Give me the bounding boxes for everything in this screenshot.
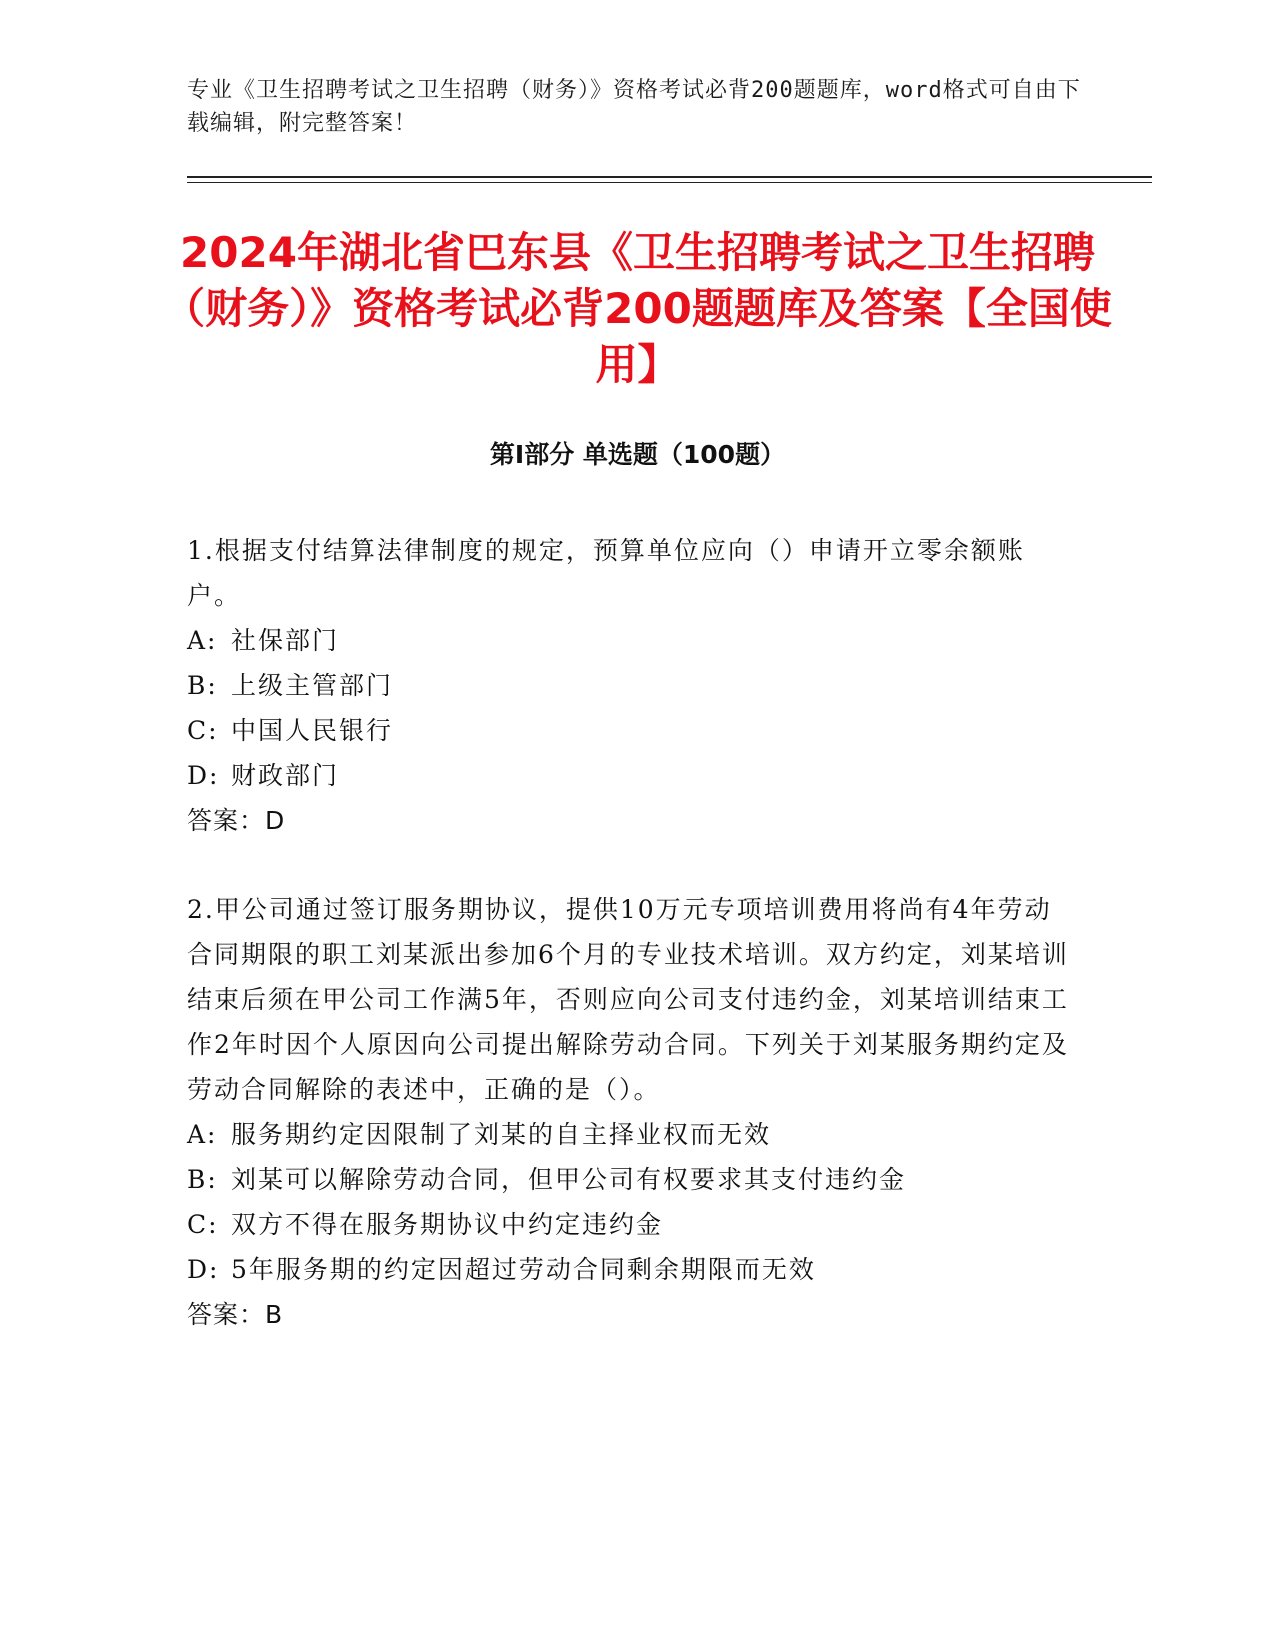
option-text: 财政部门 (231, 761, 340, 790)
option-letter: A: (187, 1120, 218, 1149)
option-text: 服务期约定因限制了刘某的自主择业权而无效 (231, 1120, 772, 1149)
option-letter: D: (187, 761, 220, 790)
answer-line: 答案：D (187, 806, 286, 835)
option-a (187, 618, 1077, 663)
option-text: 双方不得在服务期协议中约定违约金 (231, 1210, 664, 1239)
option-text: 社保部门 (231, 626, 340, 655)
answer-line: 答案：B (187, 1300, 284, 1329)
header-note: 专业《卫生招聘考试之卫生招聘（财务）》资格考试必背200题题库，word格式可自由下载编辑，附完整答案！ (187, 78, 1081, 136)
option-d (187, 1247, 1077, 1292)
option-letter: D: (187, 1255, 220, 1284)
option-d (187, 753, 1077, 798)
header-divider-thin (187, 182, 1152, 183)
document-title: 2024年湖北省巴东县《卫生招聘考试之卫生招聘（财务）》资格考试必背200题题库及答案【全国使用】 (163, 228, 1112, 389)
option-c (187, 1202, 1077, 1247)
option-letter: C: (187, 716, 219, 745)
option-text: 上级主管部门 (231, 671, 394, 700)
option-b (187, 1157, 1077, 1202)
option-letter: A: (187, 626, 218, 655)
option-c (187, 708, 1077, 753)
option-text: 5年服务期的约定因超过劳动合同剩余期限而无效 (231, 1255, 816, 1284)
question-1 (187, 528, 1077, 843)
option-b (187, 663, 1077, 708)
option-a (187, 1112, 1077, 1157)
option-letter: C: (187, 1210, 219, 1239)
option-letter: B: (187, 671, 218, 700)
header-divider-thick (187, 176, 1152, 178)
question-stem: 1.根据支付结算法律制度的规定，预算单位应向（）申请开立零余额账户。 (187, 536, 1025, 610)
section-heading: 第Ⅰ部分 单选题（100题） (489, 440, 786, 469)
option-text: 刘某可以解除劳动合同，但甲公司有权要求其支付违约金 (231, 1165, 907, 1194)
question-stem: 2.甲公司通过签订服务期协议，提供10万元专项培训费用将尚有4年劳动合同期限的职工刘某派出参加6个月的专业技术培训。双方约定，刘某培训结束后须在甲公司工作满5年，否则应向公司支付违约金，刘某培训结束工作2年时因个人原因向公司提出解除劳动合同。下列关于刘某服务期约定及劳动合同解除的表述中，正确的是（）。 (187, 895, 1069, 1104)
question-2 (187, 887, 1077, 1337)
option-letter: B: (187, 1165, 218, 1194)
option-text: 中国人民银行 (231, 716, 394, 745)
